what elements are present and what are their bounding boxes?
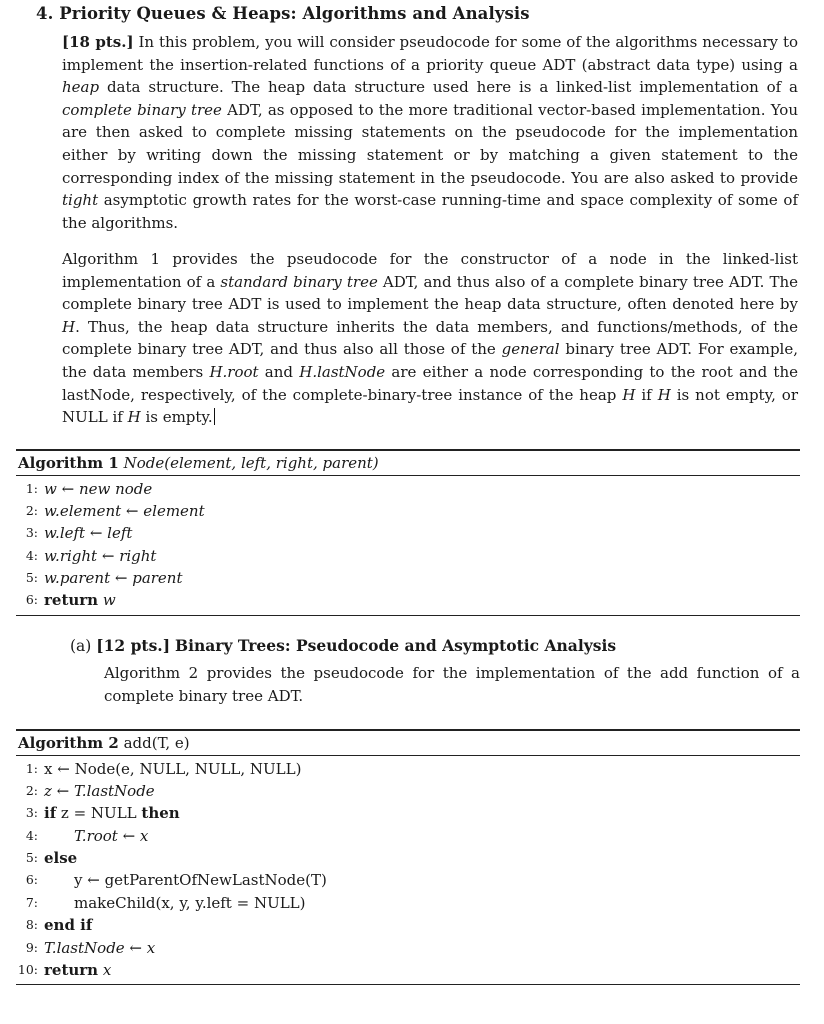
code-text: w.element ← element (44, 501, 205, 520)
algorithm-1-label: Algorithm 1 (18, 453, 119, 472)
keyword: return (44, 961, 99, 980)
keyword: end if (44, 916, 93, 935)
term-standard-binary-tree: standard binary tree (220, 272, 378, 291)
subpart-a-points: [12 pts.] (96, 636, 171, 655)
line-number: 9: (25, 939, 38, 955)
algorithm-1-header (16, 451, 800, 475)
line-number: 5: (25, 570, 38, 586)
var-H: H (657, 385, 671, 404)
algorithm-2-bottom-rule (16, 984, 800, 985)
code-line (16, 567, 800, 589)
var-H: H (127, 408, 141, 427)
code-line (16, 802, 800, 824)
para2-text-1: Algorithm 1 provides the pseudocode for the constructor of a node in the linked-list implementation of a (62, 250, 798, 291)
code-text: makeChild(x, y, y.left = NULL) (74, 893, 306, 912)
term-general: general (501, 340, 560, 359)
term-complete-binary-tree: complete binary tree (62, 100, 222, 119)
term-heap: heap (62, 78, 100, 97)
code-line (16, 478, 800, 500)
line-number: 10: (17, 962, 38, 978)
code-line (16, 937, 800, 959)
code-text: w.left ← left (44, 524, 133, 543)
code-text: T.root ← x (74, 826, 149, 845)
algorithm-2-lines (16, 756, 800, 985)
points-label: [18 pts.] (62, 33, 134, 51)
code-text: z ← T.lastNode (44, 781, 155, 800)
line-number: 3: (25, 525, 38, 541)
line-number: 1: (25, 760, 38, 776)
code-line (16, 914, 800, 936)
algorithm-2-box (16, 729, 800, 985)
algorithm-2-header (16, 731, 800, 755)
code-text: w ← new node (44, 479, 153, 498)
code-text: y ← getParentOfNewLastNode(T) (74, 871, 327, 890)
algorithm-2-label: Algorithm 2 (18, 733, 119, 752)
para2-text-5: and (258, 362, 300, 381)
code-line (16, 500, 800, 522)
code-line (16, 847, 800, 869)
para2-text-8: is not empty, or NULL if (62, 385, 798, 427)
intro-text-1: In this problem, you will consider pseudocode for some of the algorithms necessary to implement the insertion-related functions of a priority queue ADT (abstract data type) using a (62, 33, 798, 74)
para2-text-9: is empty. (140, 408, 213, 427)
algorithm-1-box (16, 449, 800, 616)
para2-text-6: are either a node corresponding to the root and the lastNode, respectively, of the complete-binary-tree instance of the heap (62, 362, 798, 404)
code-line (16, 758, 800, 780)
code-text: w (98, 591, 116, 610)
var-H: H (62, 317, 76, 336)
subpart-a-text: Algorithm 2 provides the pseudocode for the implementation of the add function of a complete binary tree ADT. (104, 664, 800, 705)
line-number: 2: (25, 782, 38, 798)
code-line (16, 959, 800, 981)
line-number: 6: (25, 872, 38, 888)
algorithm-description-paragraph (62, 248, 798, 429)
line-number: 7: (25, 894, 38, 910)
intro-text-3: ADT, as opposed to the more traditional vector-based implementation. You are then asked to complete missing statements on the pseudocode for the implementation either by writing down the missing statement or by matching a given statement to the corresponding index of the missing statement in the pseudocode. You are also asked to provide (62, 100, 798, 187)
code-line (16, 780, 800, 802)
algorithm-1-signature: Node(element, left, right, parent) (123, 453, 379, 472)
para2-text-4: binary tree ADT. For example, the data members (62, 340, 798, 381)
text-cursor (214, 408, 215, 425)
var-h-lastnode: H.lastNode (299, 362, 386, 381)
line-number: 2: (25, 502, 38, 518)
intro-paragraph (62, 31, 798, 234)
term-tight: tight (62, 191, 99, 210)
para2-text-2: ADT, and thus also of a complete binary tree ADT. The complete binary tree ADT is used to implement the heap data structure, often denoted here by (62, 272, 798, 314)
algorithm-1-lines (16, 476, 800, 615)
keyword: else (44, 849, 78, 868)
line-number: 1: (25, 480, 38, 496)
intro-text-4: asymptotic growth rates for the worst-case running-time and space complexity of some of the algorithms. (62, 191, 798, 232)
subpart-a-heading (70, 636, 616, 655)
code-text: w.right ← right (44, 546, 157, 565)
code-text: z = NULL (56, 804, 142, 823)
var-h-root: H.root (209, 362, 259, 381)
para2-text-3: . Thus, the heap data structure inherits the data members, and functions/methods, of the complete binary tree ADT, and thus also all those of the (62, 317, 798, 359)
keyword: return (44, 591, 99, 610)
code-text: x (98, 961, 112, 980)
code-line (16, 892, 800, 914)
line-number: 6: (25, 592, 38, 608)
code-text: T.lastNode ← x (44, 938, 156, 957)
var-H: H (622, 385, 636, 404)
code-line (16, 545, 800, 567)
algorithm-2-signature: add(T, e) (123, 733, 190, 752)
code-line (16, 825, 800, 847)
code-line (16, 589, 800, 611)
line-number: 3: (25, 805, 38, 821)
subpart-a-label: (a) (70, 637, 92, 655)
subpart-a-title: Binary Trees: Pseudocode and Asymptotic Analysis (174, 636, 617, 655)
line-number: 4: (25, 827, 38, 843)
algorithm-1-bottom-rule (16, 615, 800, 616)
code-text: x ← Node(e, NULL, NULL, NULL) (44, 759, 302, 778)
keyword: if (44, 804, 57, 823)
line-number: 5: (25, 850, 38, 866)
line-number: 4: (25, 547, 38, 563)
code-line (16, 522, 800, 544)
para2-text-7: if (635, 385, 658, 404)
line-number: 8: (25, 917, 38, 933)
code-text: w.parent ← parent (44, 569, 183, 588)
keyword: then (141, 804, 180, 823)
code-line (16, 869, 800, 891)
intro-text-2: data structure. The heap data structure used here is a linked-list implementation of a (99, 78, 798, 97)
section-title: 4. Priority Queues & Heaps: Algorithms and Analysis (36, 4, 530, 23)
